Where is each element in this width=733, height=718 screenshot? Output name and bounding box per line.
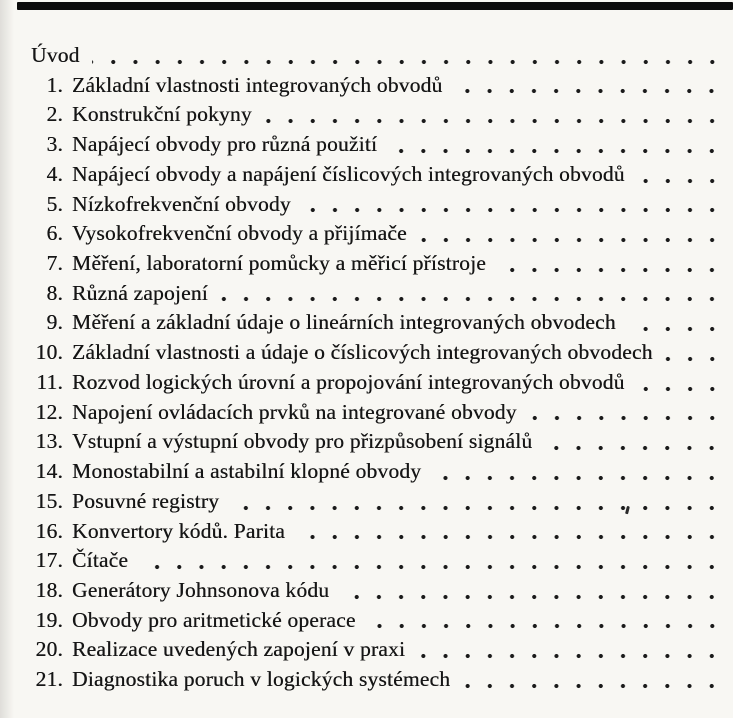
toc-entry-number: 15. bbox=[35, 488, 63, 513]
toc-entry-title: Měření a základní údaje o lineárních integrovaných obvodech bbox=[72, 310, 616, 335]
toc-entry bbox=[29, 100, 725, 130]
toc-entry-number: 4. bbox=[46, 161, 63, 186]
dot-leader bbox=[341, 576, 725, 606]
dot-leader bbox=[417, 635, 725, 665]
toc-entry bbox=[29, 190, 725, 220]
toc-entry bbox=[29, 219, 725, 249]
toc-entry bbox=[29, 517, 725, 547]
toc-entry-number: 13. bbox=[35, 429, 63, 454]
toc-entry-title: Rozvod logických úrovní a propojování integrovaných obvodů bbox=[72, 369, 625, 394]
toc-entry-title: Nízkofrekvenční obvody bbox=[72, 191, 291, 216]
toc-entry-title: Napájecí obvody a napájení číslicových integrovaných obvodů bbox=[72, 161, 625, 186]
toc-entry-title: Posuvné registry bbox=[72, 488, 220, 513]
toc-entry-title: Realizace uvedených zapojení v praxi bbox=[72, 637, 406, 662]
toc-entry-title: Čítače bbox=[72, 548, 129, 573]
toc-entry bbox=[29, 338, 725, 368]
toc-entry bbox=[29, 635, 725, 665]
toc-entry-title: Konstrukční pokyny bbox=[72, 102, 252, 127]
scan-edge-bar bbox=[17, 2, 733, 10]
dot-leader bbox=[303, 190, 725, 220]
toc-entry-title: Vysokofrekvenční obvody a přijímače bbox=[72, 221, 407, 246]
dot-leader bbox=[628, 308, 725, 338]
toc-entry-number: 6. bbox=[46, 221, 63, 246]
dot-leader bbox=[297, 517, 725, 547]
toc-entry bbox=[29, 160, 725, 190]
toc-entry-title: Základní vlastnosti integrovaných obvodů bbox=[72, 72, 443, 97]
dot-leader bbox=[220, 279, 725, 309]
toc-entry-title: Základní vlastnosti a údaje o číslicových integrovaných obvodech bbox=[72, 340, 653, 365]
dot-leader bbox=[231, 487, 725, 517]
dot-leader bbox=[140, 546, 725, 576]
toc-entry bbox=[29, 249, 725, 279]
dot-leader bbox=[637, 160, 725, 190]
toc-entry-number: 21. bbox=[35, 667, 63, 692]
table-of-contents bbox=[0, 41, 733, 695]
toc-entry-title: Vstupní a výstupní obvody pro přizpůsobení signálů bbox=[72, 429, 533, 454]
toc-entry bbox=[29, 130, 725, 160]
toc-entry bbox=[29, 398, 725, 428]
toc-entry-title: Obvody pro aritmetické operace bbox=[72, 607, 356, 632]
toc-entry-number: 9. bbox=[46, 310, 63, 335]
toc-entry bbox=[29, 665, 725, 695]
dot-leader bbox=[665, 338, 725, 368]
toc-entry-number: 8. bbox=[46, 280, 63, 305]
toc-entry-number: 19. bbox=[35, 607, 63, 632]
dot-leader bbox=[264, 100, 725, 130]
toc-entry-number: 7. bbox=[46, 251, 63, 276]
toc-entry bbox=[29, 457, 725, 487]
dot-leader bbox=[368, 606, 725, 636]
dot-leader bbox=[529, 398, 725, 428]
dot-leader bbox=[637, 368, 725, 398]
toc-entry-number: 12. bbox=[35, 399, 63, 424]
toc-entry-number: 2. bbox=[46, 102, 63, 127]
toc-entry bbox=[29, 427, 725, 457]
dot-leader bbox=[433, 457, 725, 487]
toc-entry-title: Napájecí obvody pro různá použití bbox=[72, 132, 378, 157]
toc-entry bbox=[29, 41, 725, 71]
toc-entry-number: 1. bbox=[46, 72, 63, 97]
toc-entry bbox=[29, 71, 725, 101]
dot-leader bbox=[419, 219, 725, 249]
toc-entry-number: 14. bbox=[35, 459, 63, 484]
toc-entry-number: 10. bbox=[35, 340, 63, 365]
toc-entry-title: Konvertory kódů. Parita bbox=[72, 518, 285, 543]
toc-entry bbox=[29, 576, 725, 606]
dot-leader bbox=[462, 665, 725, 695]
toc-entry-number: 3. bbox=[46, 132, 63, 157]
toc-entry-number: 11. bbox=[36, 369, 63, 394]
toc-entry bbox=[29, 368, 725, 398]
toc-entry-title: Napojení ovládacích prvků na integrované obvody bbox=[72, 399, 517, 424]
toc-entry bbox=[29, 308, 725, 338]
toc-entry-number: 20. bbox=[35, 637, 63, 662]
dot-leader bbox=[92, 41, 725, 71]
dot-leader bbox=[498, 249, 725, 279]
toc-entry-number: 16. bbox=[35, 518, 63, 543]
toc-entry-title: Monostabilní a astabilní klopné obvody bbox=[72, 459, 422, 484]
toc-entry-title: Generátory Johnsonova kódu bbox=[72, 577, 330, 602]
toc-entry-number: 17. bbox=[35, 548, 63, 573]
toc-entry bbox=[29, 279, 725, 309]
toc-entry-number: 18. bbox=[35, 577, 63, 602]
toc-entry-number: 5. bbox=[46, 191, 63, 216]
toc-entry-title: Měření, laboratorní pomůcky a měřicí přístroje bbox=[72, 251, 486, 276]
dot-leader bbox=[454, 71, 725, 101]
dot-leader bbox=[389, 130, 725, 160]
toc-entry bbox=[29, 546, 725, 576]
toc-entry-title: Diagnostika poruch v logických systémech bbox=[72, 667, 451, 692]
dot-leader bbox=[544, 427, 725, 457]
toc-entry-title: Úvod bbox=[31, 43, 80, 67]
toc-entry bbox=[29, 606, 725, 636]
toc-entry-title: Různá zapojení bbox=[72, 280, 208, 305]
toc-entry bbox=[29, 487, 725, 517]
